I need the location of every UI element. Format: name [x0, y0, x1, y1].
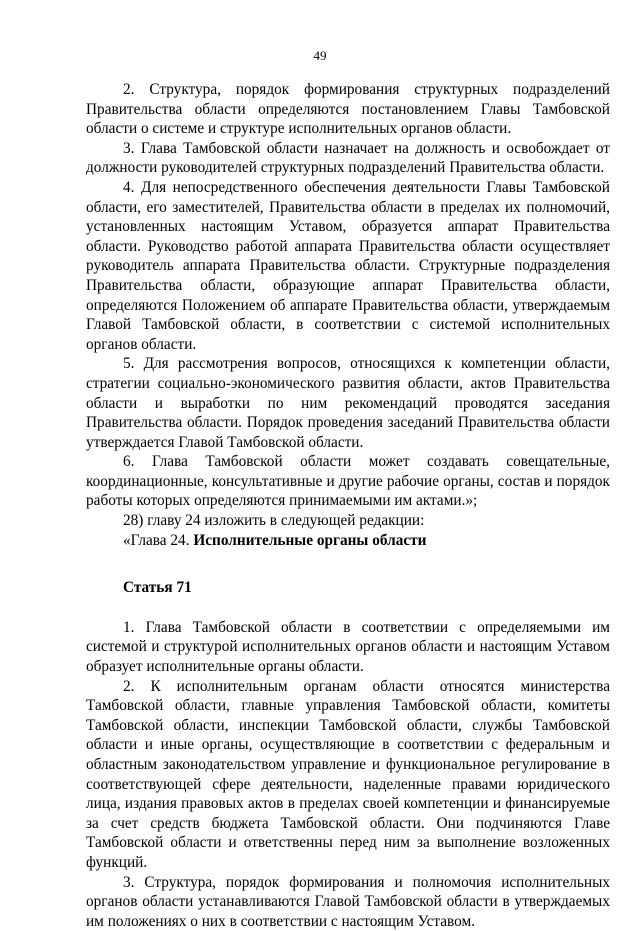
- chapter-heading: [86, 531, 610, 551]
- paragraph-4-apparatus: 4. Для непосредственного обеспечения деятельности Главы Тамбовской области, его заместителей, Правительства области в пределах их полномочий, установленных настоящим Уставом, образуется аппарат Правительства области. Руководство работой аппарата Правительства области осуществляет руководитель аппарата Правительства области. Структурные подразделения Правительства области, образующие аппарат Правительства области, определяются Положением об аппарате Правительства области, утверждаемым Главой Тамбовской области, в соответствии с системой исполнительных органов области.: [86, 178, 610, 353]
- article-paragraph-3: 3. Структура, порядок формирования и полномочия исполнительных органов области устанавливаются Главой Тамбовской области в утверждаемых им положениях о них в соответствии с настоящим Уставом.: [86, 873, 610, 930]
- page-number: 49: [313, 48, 327, 63]
- article-title: Статья 71: [123, 579, 192, 597]
- chapter-heading-title: Исполнительные органы области: [193, 531, 427, 549]
- paragraph-2-structure: 2. Структура, порядок формирования структурных подразделений Правительства области определяются постановлением Главы Тамбовской области о системе и структуре исполнительных органов области.: [86, 81, 610, 138]
- paragraph-5-meetings: 5. Для рассмотрения вопросов, относящихся к компетенции области, стратегии социально-экономического развития области, актов Правительства области и выработки по ним рекомендаций проводятся заседания Правительства области. Порядок проведения заседаний Правительства области утверждается Главой Тамбовской области.: [86, 355, 610, 451]
- amendment-line: 28) главу 24 изложить в следующей редакции:: [123, 512, 425, 530]
- document-body: [86, 80, 610, 931]
- article-paragraph-2: 2. К исполнительным органам области относятся министерства Тамбовской области, главные управления Тамбовской области, комитеты Тамбовской области, инспекции Тамбовской области, службы Тамбовской области и иные органы, осуществляющие в соответствии с федеральным и областным законодательством управление и функциональное регулирование в соответствующей сфере деятельности, наделенные правами юридического лица, издания правовых актов в пределах своей компетенции и финансируемые за счет средств бюджета Тамбовской области. Они подчиняются Главе Тамбовской области и ответственны перед ним за выполнение возложенных функций.: [86, 677, 610, 871]
- paragraph-6-working-bodies: 6. Глава Тамбовской области может создавать совещательные, координационные, консультативные и другие рабочие органы, состав и порядок работы которых определяются принимаемыми им актами.»;: [86, 453, 610, 510]
- paragraph-3-appointment: 3. Глава Тамбовской области назначает на должность и освобождает от должности руководителей структурных подразделений Правительства области.: [86, 139, 610, 177]
- chapter-heading-prefix: «Глава 24.: [123, 531, 194, 549]
- article-paragraph-1: 1. Глава Тамбовской области в соответствии с определяемыми им системой и структурой исполнительных органов области и настоящим Уставом образует исполнительные органы области.: [86, 618, 610, 676]
